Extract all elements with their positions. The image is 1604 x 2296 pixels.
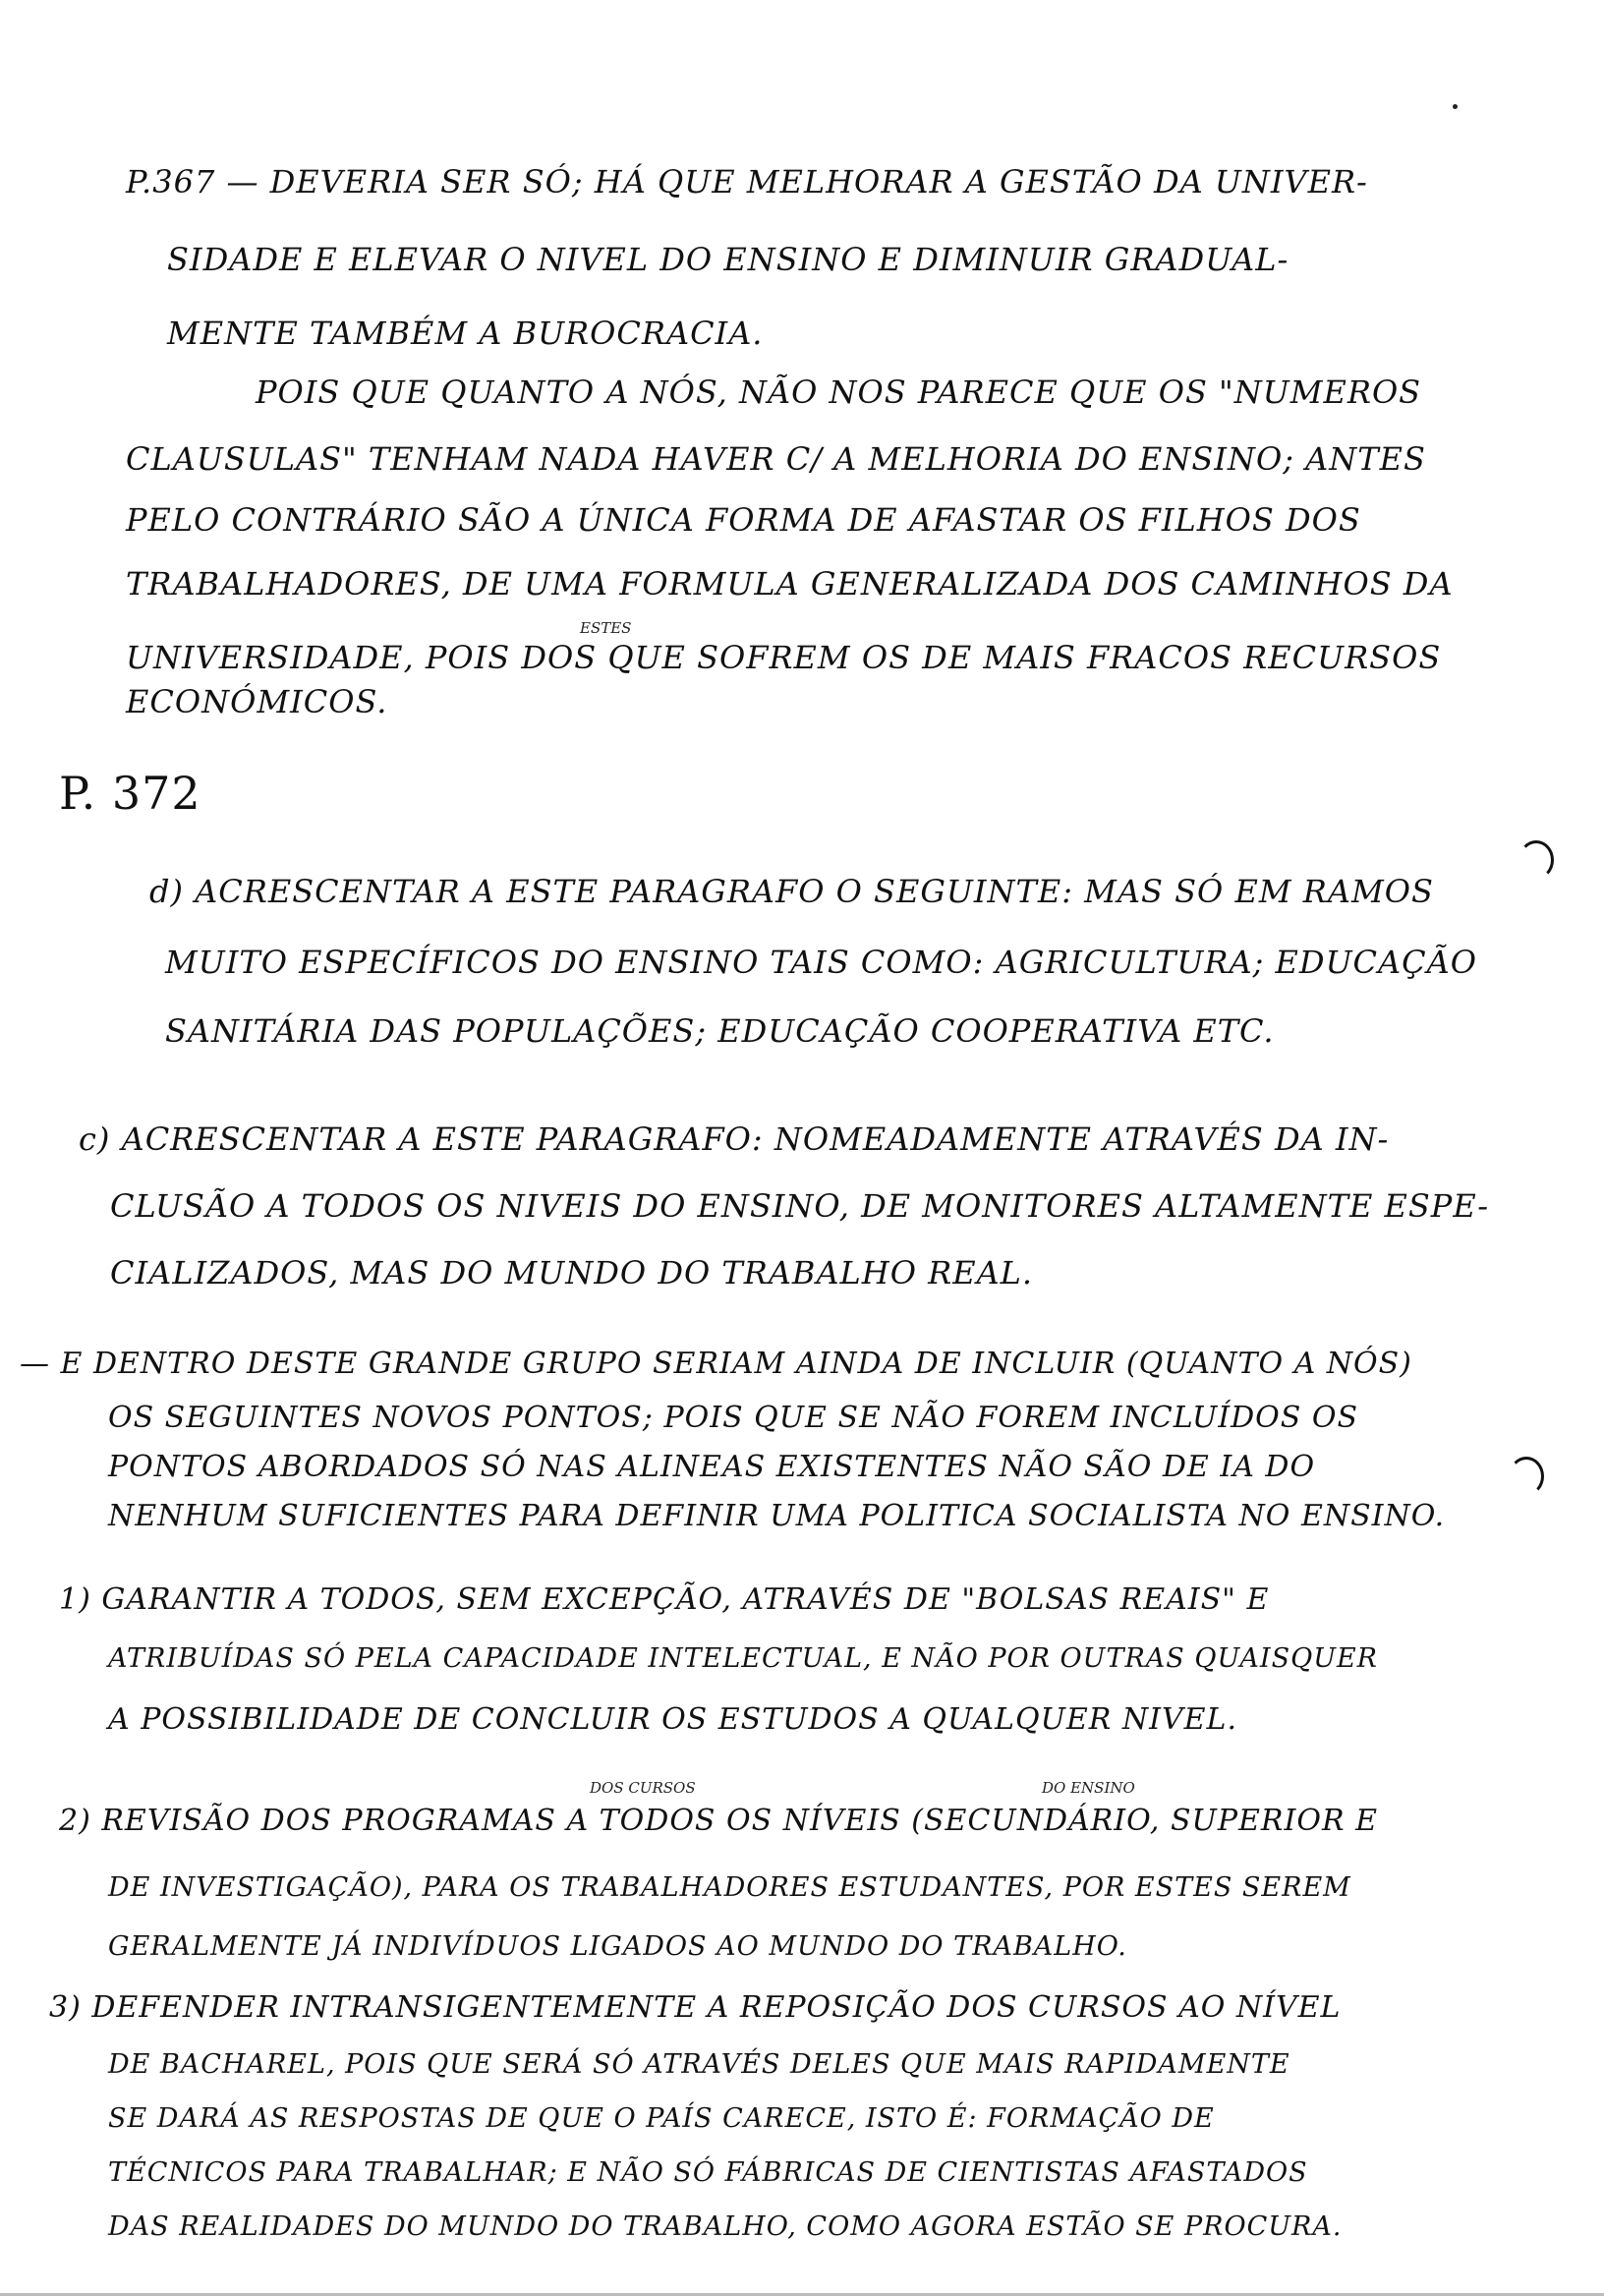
superscript-insertion: DO ENSINO	[1042, 1779, 1135, 1797]
handwritten-line: OS SEGUINTES NOVOS PONTOS; POIS QUE SE NÃO FOREM INCLUÍDOS OS	[108, 1401, 1359, 1435]
handwritten-line: UNIVERSIDADE, POIS DOS QUE SOFREM OS DE MAIS FRACOS RECURSOS	[126, 639, 1442, 676]
handwritten-line: TÉCNICOS PARA TRABALHAR; E NÃO SÓ FÁBRICAS DE CIENTISTAS AFASTADOS	[108, 2157, 1308, 2188]
handwritten-line: POIS QUE QUANTO A NÓS, NÃO NOS PARECE QUE OS "NUMEROS	[256, 373, 1422, 411]
section-heading: P. 372	[59, 767, 201, 820]
handwritten-line: CLUSÃO A TODOS OS NIVEIS DO ENSINO, DE MONITORES ALTAMENTE ESPE-	[110, 1187, 1490, 1225]
handwritten-line: CLAUSULAS" TENHAM NADA HAVER C/ A MELHORIA DO ENSINO; ANTES	[126, 440, 1426, 478]
handwritten-line: NENHUM SUFICIENTES PARA DEFINIR UMA POLITICA SOCIALISTA NO ENSINO.	[108, 1499, 1446, 1533]
handwritten-line: d) ACRESCENTAR A ESTE PARAGRAFO O SEGUINTE: MAS SÓ EM RAMOS	[149, 873, 1434, 910]
handwritten-line: SIDADE E ELEVAR O NIVEL DO ENSINO E DIMINUIR GRADUAL-	[167, 241, 1289, 278]
speck-mark	[1453, 104, 1458, 109]
handwritten-line: A POSSIBILIDADE DE CONCLUIR OS ESTUDOS A QUALQUER NIVEL.	[108, 1702, 1237, 1737]
handwritten-line: — E DENTRO DESTE GRANDE GRUPO SERIAM AINDA DE INCLUIR (QUANTO A NÓS)	[20, 1347, 1412, 1381]
handwritten-line: 2) REVISÃO DOS PROGRAMAS A TODOS OS NÍVEIS (SECUNDÁRIO, SUPERIOR E	[59, 1804, 1378, 1838]
handwritten-line: P.367 — DEVERIA SER SÓ; HÁ QUE MELHORAR A GESTÃO DA UNIVER-	[126, 163, 1368, 201]
superscript-insertion: ESTES	[580, 619, 632, 637]
handwritten-line: PELO CONTRÁRIO SÃO A ÚNICA FORMA DE AFASTAR OS FILHOS DOS	[126, 501, 1361, 539]
handwritten-line: MUITO ESPECÍFICOS DO ENSINO TAIS COMO: AGRICULTURA; EDUCAÇÃO	[165, 944, 1477, 981]
margin-bracket	[1518, 840, 1554, 880]
handwritten-line: TRABALHADORES, DE UMA FORMULA GENERALIZADA DOS CAMINHOS DA	[126, 565, 1454, 603]
handwritten-line: 1) GARANTIR A TODOS, SEM EXCEPÇÃO, ATRAVÉS DE "BOLSAS REAIS" E	[59, 1582, 1270, 1617]
handwritten-line: DAS REALIDADES DO MUNDO DO TRABALHO, COMO AGORA ESTÃO SE PROCURA.	[108, 2211, 1343, 2242]
margin-bracket	[1509, 1457, 1544, 1496]
superscript-insertion: DOS CURSOS	[590, 1779, 696, 1797]
handwritten-line: ECONÓMICOS.	[126, 683, 388, 720]
handwritten-line: GERALMENTE JÁ INDIVÍDUOS LIGADOS AO MUNDO DO TRABALHO.	[108, 1931, 1127, 1962]
handwritten-line: ATRIBUÍDAS SÓ PELA CAPACIDADE INTELECTUAL, E NÃO POR OUTRAS QUAISQUER	[108, 1643, 1379, 1674]
handwritten-line: c) ACRESCENTAR A ESTE PARAGRAFO: NOMEADAMENTE ATRAVÉS DA IN-	[79, 1120, 1390, 1158]
handwritten-line: MENTE TAMBÉM A BUROCRACIA.	[167, 315, 764, 352]
handwritten-line: PONTOS ABORDADOS SÓ NAS ALINEAS EXISTENTES NÃO SÃO DE IA DO	[108, 1450, 1316, 1484]
handwritten-line: DE INVESTIGAÇÃO), PARA OS TRABALHADORES ESTUDANTES, POR ESTES SEREM	[108, 1872, 1351, 1903]
handwritten-line: SANITÁRIA DAS POPULAÇÕES; EDUCAÇÃO COOPERATIVA ETC.	[165, 1012, 1275, 1050]
handwritten-line: SE DARÁ AS RESPOSTAS DE QUE O PAÍS CARECE, ISTO É: FORMAÇÃO DE	[108, 2103, 1215, 2134]
handwritten-line: CIALIZADOS, MAS DO MUNDO DO TRABALHO REAL.	[110, 1254, 1034, 1292]
handwritten-line: 3) DEFENDER INTRANSIGENTEMENTE A REPOSIÇÃO DOS CURSOS AO NÍVEL	[49, 1990, 1342, 2025]
handwritten-line: DE BACHAREL, POIS QUE SERÁ SÓ ATRAVÉS DELES QUE MAIS RAPIDAMENTE	[108, 2049, 1290, 2080]
